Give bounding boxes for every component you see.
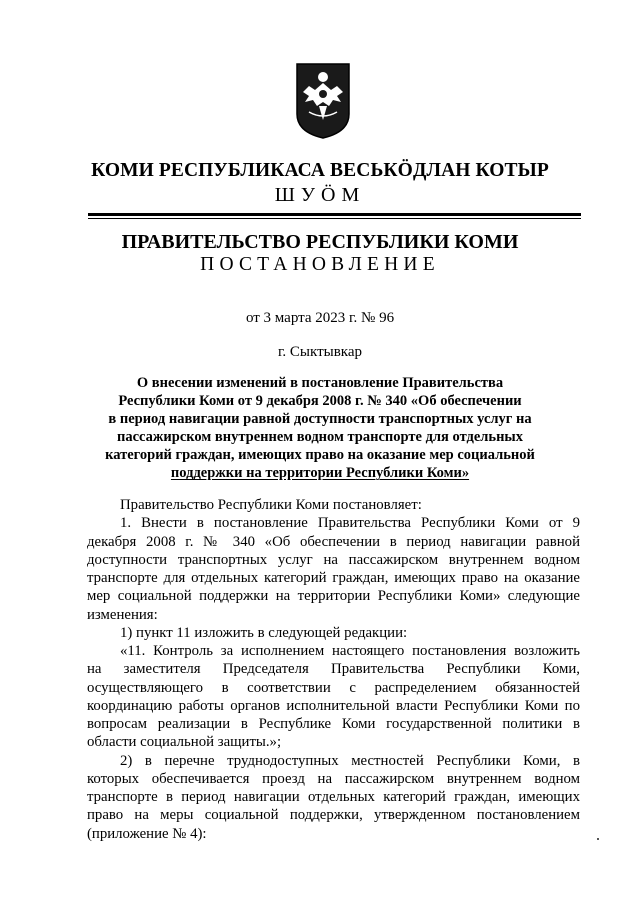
decree-title-line: О внесении изменений в постановление Правительства	[136, 375, 504, 391]
decree-title-line: в период навигации равной доступности транспортных услуг на	[108, 411, 532, 428]
header-divider-thin	[88, 218, 581, 219]
body-line: осуществляющего в соответствии с распределением обязанностей	[87, 679, 580, 696]
russian-document-type: ПОСТАНОВЛЕНИЕ	[200, 254, 440, 275]
body-line: мер социальной поддержки на территории Республики Коми» следующие	[87, 588, 580, 605]
coat-of-arms-emblem	[295, 62, 351, 140]
header-divider-thick	[88, 213, 581, 216]
body-line: транспорте для отдельных категорий граждан, имеющих право на оказание	[87, 570, 580, 586]
body-line: вопросам реализации в Республике Коми государственной политики в	[87, 716, 580, 732]
body-line: на заместителя Председателя Правительства Республики Коми,	[87, 661, 580, 678]
body-line: 2) в перечне труднодоступных местностей Республики Коми, в	[120, 752, 580, 769]
decree-title-line: категорий граждан, имеющих право на оказание мер социальной	[105, 447, 535, 464]
scan-speck	[597, 838, 599, 840]
body-line: декабря 2008 г. № 340 «Об обеспечении в период навигации равной	[87, 533, 580, 550]
decree-title	[100, 374, 540, 483]
body-line: которых обеспечивается проезд на пассажирском внутреннем водном	[87, 770, 580, 787]
decree-title-line: пассажирском внутреннем водном транспорте для отдельных	[116, 429, 523, 446]
komi-organization-title: КОМИ РЕСПУБЛИКАСА ВЕСЬКӦДЛАН КОТЫР	[91, 160, 549, 181]
body-line: доступности транспортных услуг на пассажирском внутреннем водном	[87, 551, 580, 568]
body-line: координацию работы органов исполнительной власти Республики Коми по	[87, 697, 580, 714]
decree-title-line: Республики Коми от 9 декабря 2008 г. № 340 «Об обеспечении	[118, 393, 522, 410]
body-line: 1) пункт 11 изложить в следующей редакции:	[120, 624, 408, 641]
decree-city: г. Сыктывкар	[277, 344, 363, 360]
komi-document-type: ШУӦМ	[274, 184, 366, 206]
body-line: «11. Контроль за исполнением настоящего постановления возложить	[120, 643, 580, 659]
body-line: изменения:	[87, 606, 158, 623]
body-line: транспорте в период навигации отдельных категорий граждан, имеющих	[87, 789, 580, 805]
body-line: 1. Внести в постановление Правительства Республики Коми от 9	[120, 515, 580, 532]
decree-title-line: поддержки на территории Республики Коми»	[170, 465, 470, 482]
decree-date-number: от 3 марта 2023 г. № 96	[245, 310, 395, 326]
body-line: области социальной защиты.»;	[87, 734, 282, 751]
russian-organization-title: ПРАВИТЕЛЬСТВО РЕСПУБЛИКИ КОМИ	[121, 231, 519, 253]
decree-body	[87, 496, 580, 843]
body-line: право на меры социальной поддержки, утвержденном постановлением	[87, 807, 580, 824]
body-line: (приложение № 4):	[87, 825, 207, 842]
body-line: Правительство Республики Коми постановляет:	[120, 497, 422, 513]
